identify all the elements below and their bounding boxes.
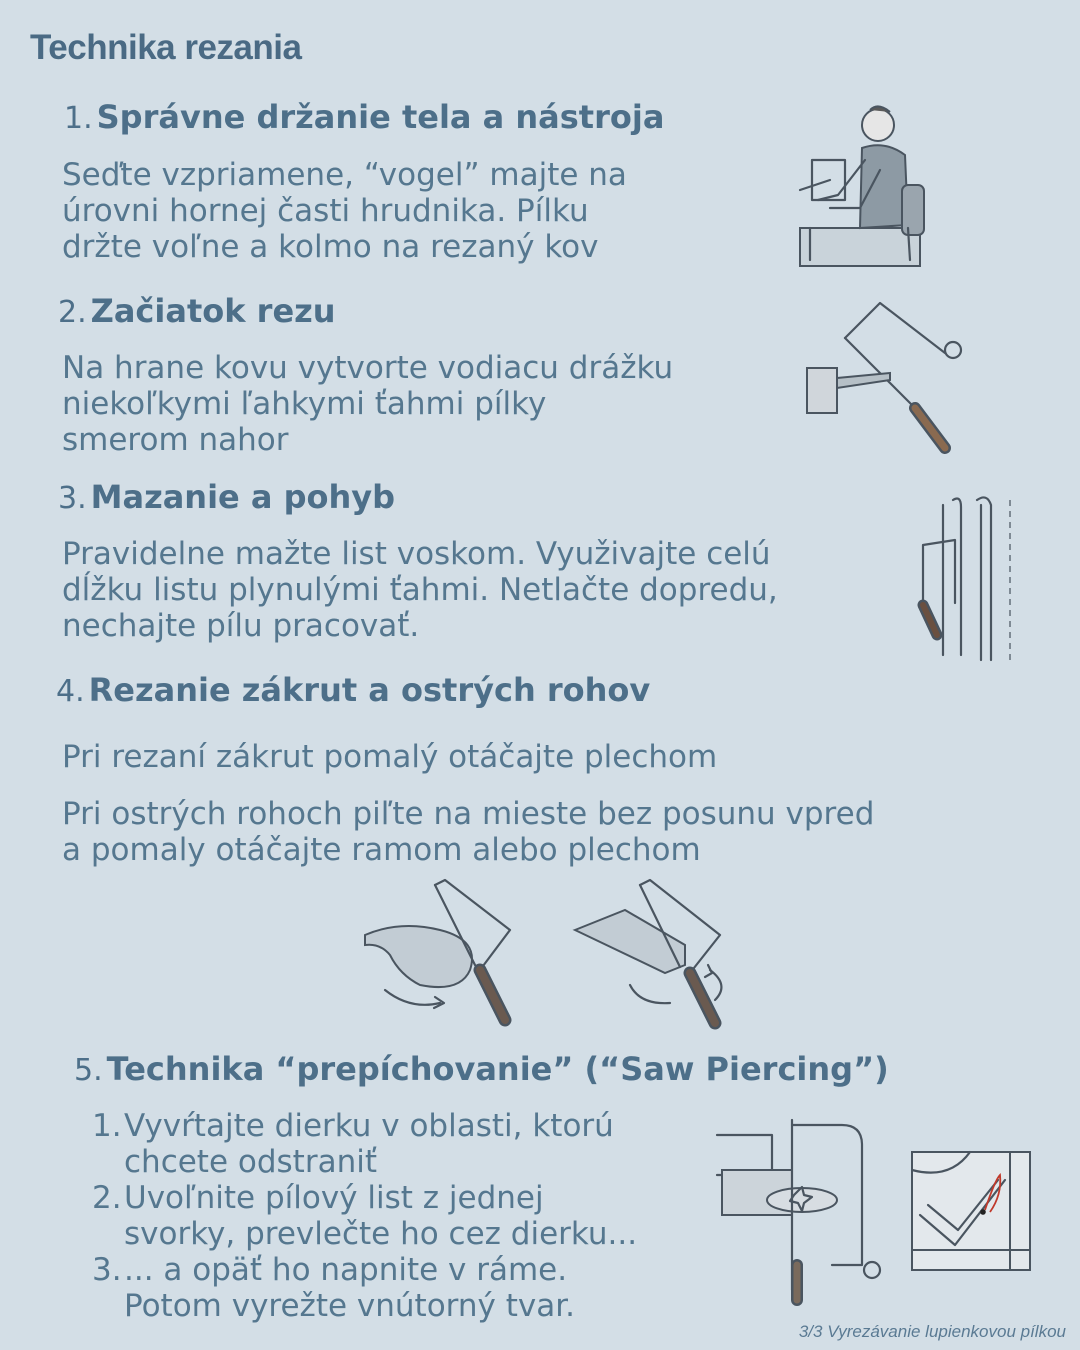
section-4-para-2: Pri ostrých rohoch piľte na mieste bez posunu vpred a pomaly otáčajte ramom alebo plechom: [62, 796, 875, 868]
section-2-heading: 2. Začiatok rezu: [58, 292, 336, 330]
saw-piercing-icon: [712, 1115, 887, 1305]
page-title: Technika rezania: [30, 28, 302, 67]
saw-curve-icon: [360, 875, 540, 1030]
section-4-para-1: Pri rezaní zákrut pomalý otáčajte plechom: [62, 739, 718, 775]
list-item: 2. Uvoľnite pílový list z jednej svorky, prevlečte ho cez dierku...: [92, 1180, 638, 1252]
seated-person-icon: [790, 100, 940, 270]
section-3-heading: 3. Mazanie a pohyb: [58, 478, 396, 516]
section-3-text: Pravidelne mažte list voskom. Využivajte celú dĺžku listu plynulými ťahmi. Netlačte dopredu, nechajte pílu pracovať.: [62, 536, 778, 644]
section-4-heading: 4. Rezanie zákrut a ostrých rohov: [56, 671, 651, 709]
footer-caption: 3/3 Vyrezávanie lupienkovou pílkou: [798, 1322, 1066, 1341]
list-item: 1. Vyvŕtajte dierku v oblasti, ktorú chcete odstraniť: [92, 1108, 614, 1180]
section-5-steps: [92, 1108, 637, 1324]
saw-strokes-icon: [915, 495, 1025, 670]
section-1-heading: [64, 98, 664, 136]
saw-corner-icon: [570, 875, 750, 1030]
section-5-heading: 5. Technika “prepíchovanie” (“Saw Piercing”): [74, 1050, 889, 1088]
piercing-detail-icon: [910, 1150, 1035, 1275]
list-item: 3. ... a opäť ho napnite v ráme. Potom vyrežte vnútorný tvar.: [92, 1252, 575, 1324]
section-2-text: Na hrane kovu vytvorte vodiacu drážku niekoľkymi ľahkymi ťahmi pílky smerom nahor: [62, 350, 674, 458]
section-1-text: Seďte vzpriamene, “vogel” majte na úrovni hornej časti hrudnika. Pílku držte voľne a kolmo na rezaný kov: [62, 157, 627, 265]
section-1-number: 1.: [64, 101, 93, 136]
saw-start-cut-icon: [805, 298, 975, 458]
section-1-title: Správne držanie tela a nástroja: [96, 98, 665, 136]
